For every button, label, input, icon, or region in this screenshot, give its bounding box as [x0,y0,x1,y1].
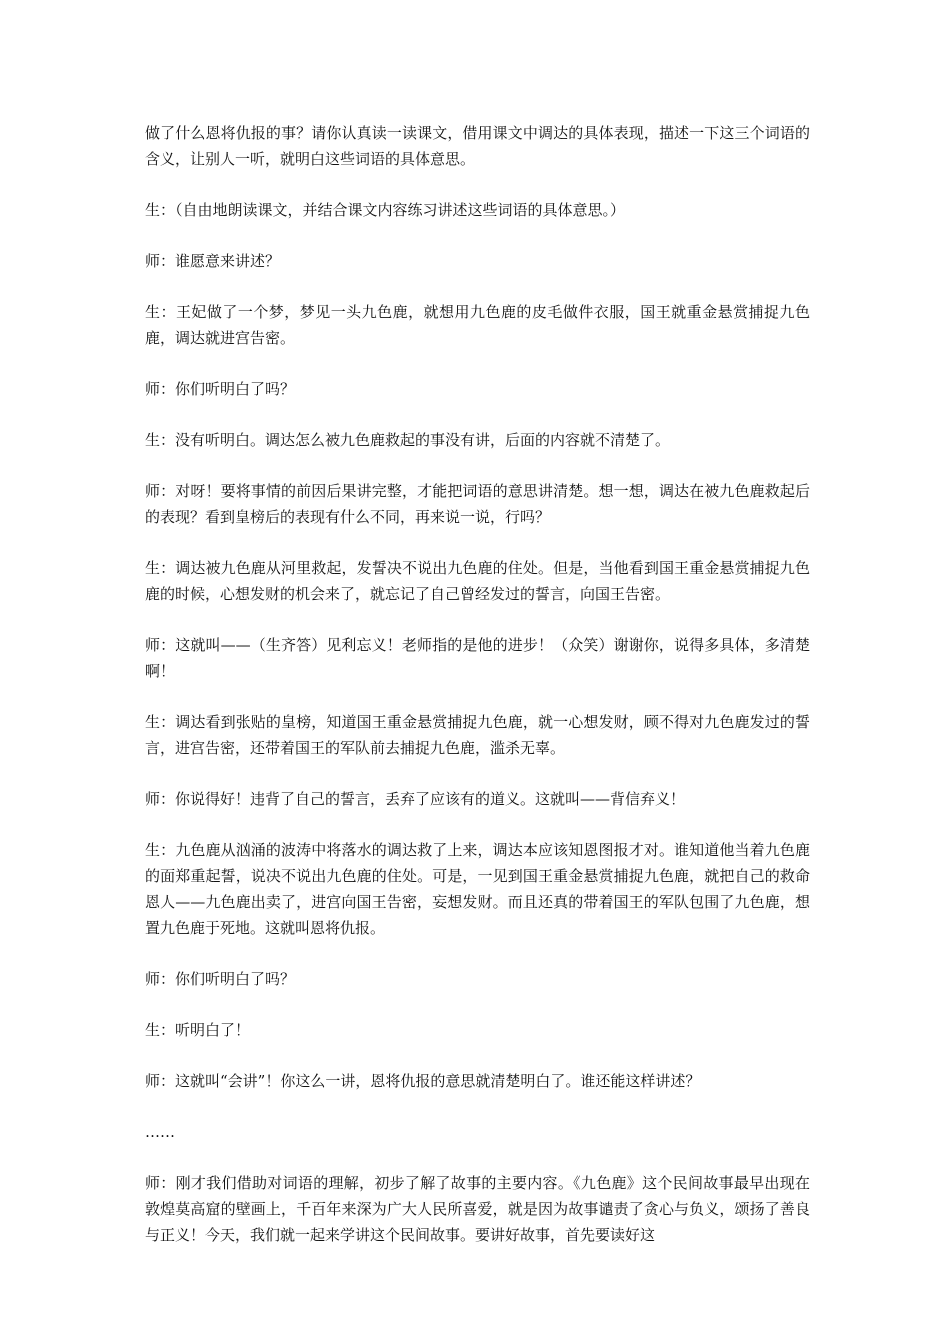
paragraph: 师：这就叫“会讲”！你这么一讲，恩将仇报的意思就清楚明白了。谁还能这样讲述？ [145,1072,701,1090]
paragraph: 生：九色鹿从汹涌的波涛中将落水的调达救了上来，调达本应该知恩图报才对。谁知道他当着九色鹿的面郑重起誓，说决不说出九色鹿的住处。可是，一见到国王重金悬赏捕捉九色鹿，就把自己的救命恩人——九色鹿出卖了，进宫向国王告密，妄想发财。而且还真的带着国王的军队包围了九色鹿，想置九色鹿于死地。这就叫恩将仇报。 [145,841,810,937]
paragraph: 师：刚才我们借助对词语的理解，初步了解了故事的主要内容。《九色鹿》这个民间故事最早出现在敦煌莫高窟的壁画上，千百年来深为广大人民所喜爱，就是因为故事谴责了贪心与负义，颂扬了善良与正义！今天，我们就一起来学讲这个民间故事。要讲好故事，首先要读好这 [145,1174,810,1244]
paragraph: 师：你们听明白了吗？ [145,380,296,398]
paragraph: 生：没有听明白。调达怎么被九色鹿救起的事没有讲，后面的内容就不清楚了。 [145,431,671,449]
paragraph: 师：这就叫——（生齐答）见利忘义！老师指的是他的进步！（众笑）谢谢你，说得多具体，多清楚啊！ [145,636,810,680]
paragraph: 师：你们听明白了吗？ [145,970,296,988]
paragraph: 生：听明白了！ [145,1021,251,1039]
paragraph: 师：对呀！要将事情的前因后果讲完整，才能把词语的意思讲清楚。想一想，调达在被九色鹿救起后的表现？看到皇榜后的表现有什么不同，再来说一说，行吗？ [145,482,810,526]
paragraph: 师：你说得好！违背了自己的誓言，丢弃了应该有的道义。这就叫——背信弃义！ [145,790,686,808]
paragraph: 生：王妃做了一个梦，梦见一头九色鹿，就想用九色鹿的皮毛做件衣服，国王就重金悬赏捕捉九色鹿，调达就进宫告密。 [145,303,810,347]
ellipsis-paragraph: …… [145,1123,175,1141]
paragraph: 做了什么恩将仇报的事？请你认真读一读课文，借用课文中调达的具体表现，描述一下这三个词语的含义，让别人一听，就明白这些词语的具体意思。 [145,124,810,168]
paragraph: 生：（自由地朗读课文，并结合课文内容练习讲述这些词语的具体意思。） [145,201,626,219]
document-body [145,120,810,1273]
paragraph: 师：谁愿意来讲述？ [145,252,281,270]
paragraph: 生：调达看到张贴的皇榜，知道国王重金悬赏捕捉九色鹿，就一心想发财，顾不得对九色鹿发过的誓言，进宫告密，还带着国王的军队前去捕捉九色鹿，滥杀无辜。 [145,713,810,757]
paragraph: 生：调达被九色鹿从河里救起，发誓决不说出九色鹿的住处。但是，当他看到国王重金悬赏捕捉九色鹿的时候，心想发财的机会来了，就忘记了自己曾经发过的誓言，向国王告密。 [145,559,810,603]
